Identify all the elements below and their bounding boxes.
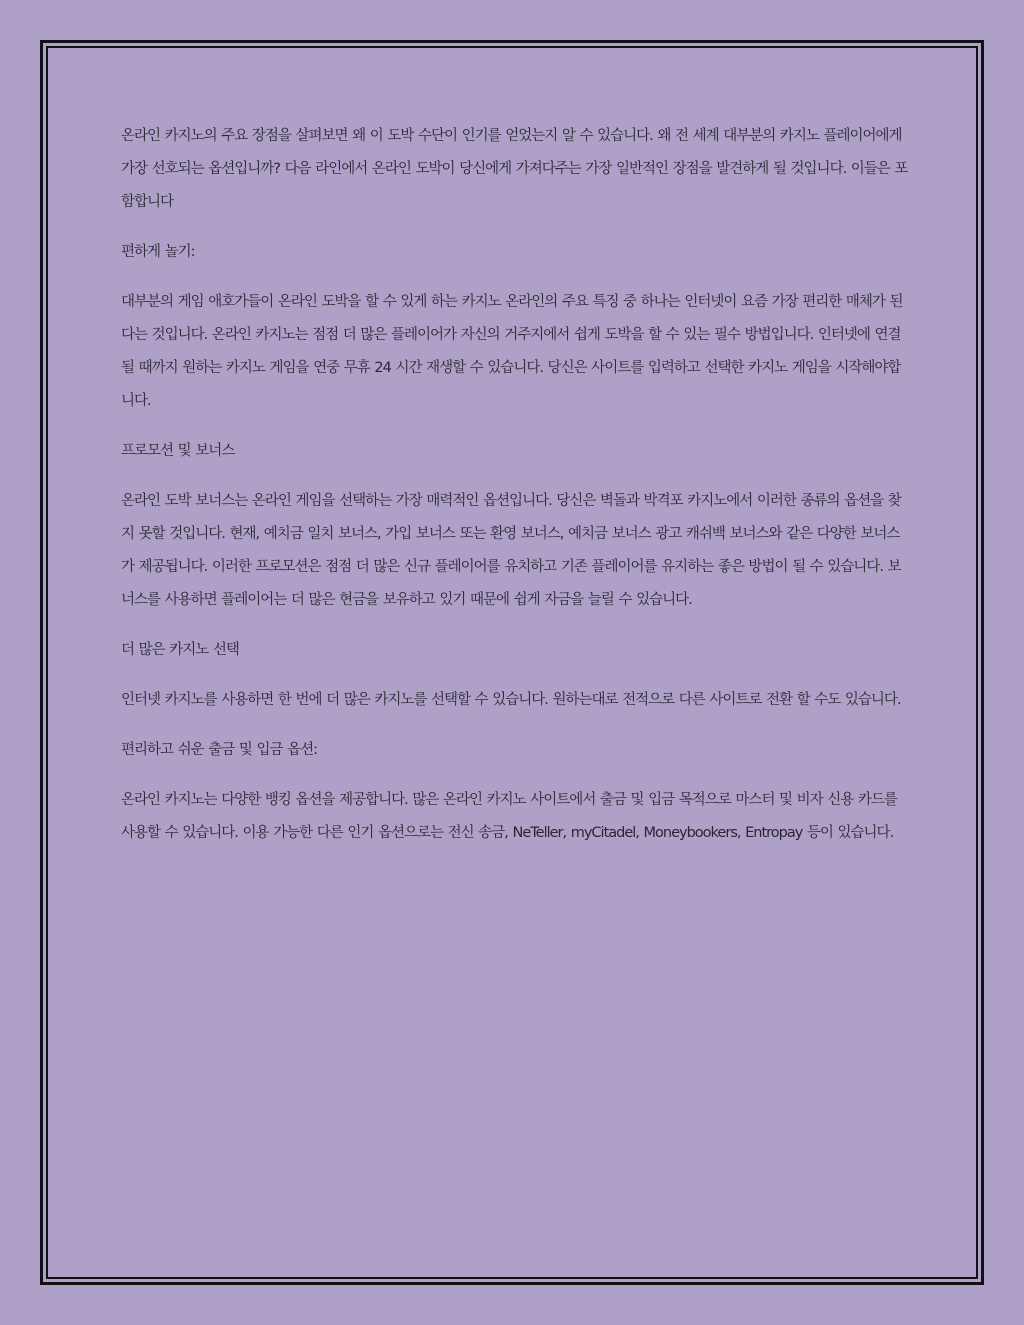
section-heading-promotions: 프로모션 및 보너스 xyxy=(121,443,235,459)
convenience-paragraph: 대부분의 게임 애호가들이 온라인 도박을 할 수 있게 하는 카지노 온라인의 주요 특징 중 하나는 인터넷이 요즘 가장 편리한 매체가 된다는 것입니다. 온라인 카지노는 점점 더 많은 플레이어가 자신의 거주지에서 쉽게 도박을 할 수 있는 필수 방법입니다. 인터넷에 연결될 때까지 원하는 카지노 게임을 연중 무휴 24 시간 재생할 수 있습니다. 당신은 사이트를 입력하고 선택한 카지노 게임을 시작해야합니다. xyxy=(121,294,903,409)
choice-paragraph: 인터넷 카지노를 사용하면 한 번에 더 많은 카지노를 선택할 수 있습니다. 원하는대로 전적으로 다른 사이트로 전환 할 수도 있습니다. xyxy=(121,692,901,708)
document-body xyxy=(121,120,911,867)
intro-paragraph: 온라인 카지노의 주요 장점을 살펴보면 왜 이 도박 수단이 인기를 얻었는지 알 수 있습니다. 왜 전 세계 대부분의 카지노 플레이어에게 가장 선호되는 옵션입니까? 다음 라인에서 온라인 도박이 당신에게 가져다주는 가장 일반적인 장점을 발견하게 될 것입니다. 이들은 포함합니다 xyxy=(121,128,908,210)
section-heading-banking: 편리하고 쉬운 출금 및 입금 옵션: xyxy=(121,742,318,758)
section-heading-convenience: 편하게 놀기: xyxy=(121,244,195,260)
banking-paragraph: 온라인 카지노는 다양한 뱅킹 옵션을 제공합니다. 많은 온라인 카지노 사이트에서 출금 및 입금 목적으로 마스터 및 비자 신용 카드를 사용할 수 있습니다. 이용 가능한 다른 인기 옵션으로는 전신 송금, NeTeller, myCitadel, Moneybookers, Entropay 등이 있습니다. xyxy=(121,792,897,841)
promotions-paragraph: 온라인 도박 보너스는 온라인 게임을 선택하는 가장 매력적인 옵션입니다. 당신은 벽돌과 박격포 카지노에서 이러한 종류의 옵션을 찾지 못할 것입니다. 현재, 예치금 일치 보너스, 가입 보너스 또는 환영 보너스, 예치금 보너스 광고 캐쉬백 보너스와 같은 다양한 보너스가 제공됩니다. 이러한 프로모션은 점점 더 많은 신규 플레이어를 유치하고 기존 플레이어를 유지하는 좋은 방법이 될 수 있습니다. 보너스를 사용하면 플레이어는 더 많은 현금을 보유하고 있기 때문에 쉽게 자금을 늘릴 수 있습니다. xyxy=(121,493,901,608)
section-heading-choice: 더 많은 카지노 선택 xyxy=(121,642,239,658)
